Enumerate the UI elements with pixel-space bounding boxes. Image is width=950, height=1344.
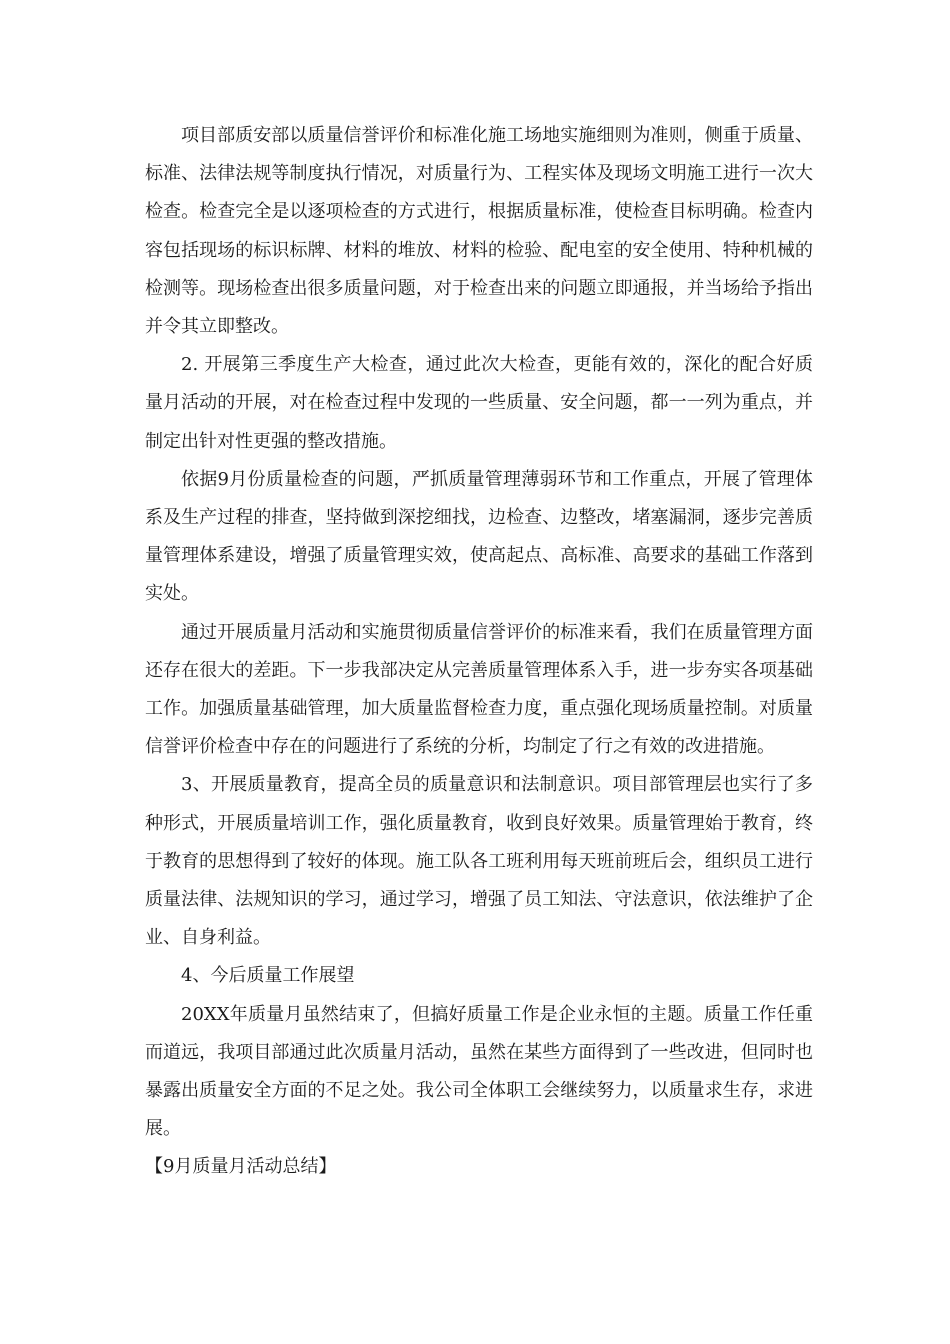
paragraph-quality-education: 3、开展质量教育，提高全员的质量意识和法制意识。项目部管理层也实行了多种形式，开展质量培训工作，强化质量教育，收到良好效果。质量管理始于教育，终于教育的思想得到了较好的体现。施工队各工班利用每天班前班后会，组织员工进行质量法律、法规知识的学习，通过学习，增强了员工知法、守法意识，依法维护了企业、自身利益。 bbox=[145, 774, 813, 949]
document-body bbox=[145, 117, 813, 1187]
paragraph-gap-analysis: 通过开展质量月活动和实施贯彻质量信誉评价的标准来看，我们在质量管理方面还存在很大的差距。下一步我部决定从完善质量管理体系入手，进一步夯实各项基础工作。加强质量基础管理，加大质量监督检查力度，重点强化现场质量控制。对质量信誉评价检查中存在的问题进行了系统的分析，均制定了行之有效的改进措施。 bbox=[145, 621, 813, 758]
paragraph-september-issues: 依据9月份质量检查的问题，严抓质量管理薄弱环节和工作重点，开展了管理体系及生产过程的排查，坚持做到深挖细找，边检查、边整改，堵塞漏洞，逐步完善质量管理体系建设，增强了质量管理实效，使高起点、高标准、高要求的基础工作落到实处。 bbox=[145, 468, 813, 605]
paragraph-third-quarter-inspection: 2. 开展第三季度生产大检查，通过此次大检查，更能有效的，深化的配合好质量月活动的开展，对在检查过程中发现的一些质量、安全问题，都一一列为重点，并制定出针对性更强的整改措施。 bbox=[145, 354, 813, 452]
section-heading-outlook: 4、今后质量工作展望 bbox=[181, 965, 355, 987]
paragraph-quality-inspection: 项目部质安部以质量信誉评价和标准化施工场地实施细则为准则，侧重于质量、标准、法律法规等制度执行情况，对质量行为、工程实体及现场文明施工进行一次大检查。检查完全是以逐项检查的方式进行，根据质量标准，使检查目标明确。检查内容包括现场的标识标牌、材料的堆放、材料的检验、配电室的安全使用、特种机械的检测等。现场检查出很多质量问题，对于检查出来的问题立即通报，并当场给予指出并令其立即整改。 bbox=[145, 125, 813, 338]
paragraph-outlook: 20XX年质量月虽然结束了，但搞好质量工作是企业永恒的主题。质量工作任重而道远，我项目部通过此次质量月活动，虽然在某些方面得到了一些改进，但同时也暴露出质量安全方面的不足之处。我公司全体职工会继续努力，以质量求生存，求进展。 bbox=[145, 1003, 813, 1140]
footer-title: 【9月质量月活动总结】 bbox=[145, 1156, 337, 1178]
